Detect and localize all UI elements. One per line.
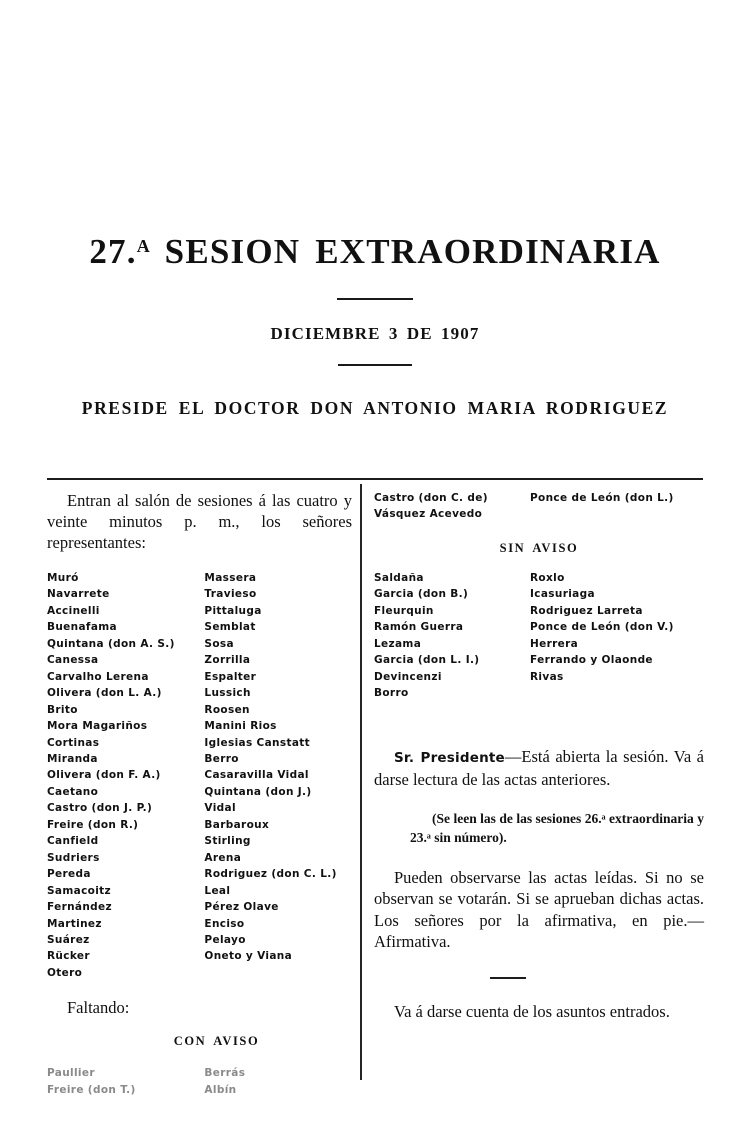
list-item: Castro (don J. P.): [47, 802, 153, 815]
intro-paragraph: Entran al salón de sesiones á las cuatro y veinte minutos p. m., los señores representantes:: [47, 491, 352, 552]
list-item: Rivas: [530, 670, 564, 683]
list-item: Ferrando y Olaonde: [530, 654, 653, 667]
list-item: Manini Rios: [204, 720, 277, 733]
list-item: Accinelli: [47, 604, 100, 617]
list-item: Vásquez Acevedo: [374, 508, 483, 521]
list-item: Rodriguez Larreta: [530, 604, 643, 617]
list-item: Rücker: [47, 950, 90, 963]
left-column: [47, 490, 352, 1098]
list-item: Martinez: [47, 917, 102, 930]
con-aviso-column-1: [47, 1065, 204, 1098]
list-item: Suárez: [47, 933, 90, 946]
sin-aviso-heading: SIN AVISO: [499, 540, 579, 555]
sin-aviso-column-1: [374, 570, 530, 702]
right-column: [374, 490, 704, 1022]
late-arrivals-column-2: [530, 490, 700, 523]
late-arrivals-column-1: [374, 490, 530, 523]
list-item: Devincenzi: [374, 670, 442, 683]
list-item: Zorrilla: [204, 654, 251, 667]
list-item: Leal: [204, 884, 231, 897]
list-item: Canfield: [47, 835, 99, 848]
session-ordinal-suffix: A: [136, 235, 150, 256]
sin-aviso-column-2: [530, 570, 700, 702]
header-separator-rule: [47, 478, 703, 480]
list-item: Massera: [204, 572, 257, 584]
list-item: Ramón Guerra: [374, 621, 464, 634]
list-item: Mora Magariños: [47, 720, 148, 733]
list-item: Roosen: [204, 703, 250, 716]
list-item: Herrera: [530, 637, 579, 650]
attendees-column-1: [47, 570, 204, 981]
page-title: [0, 232, 750, 272]
list-item: Buenafama: [47, 621, 117, 634]
list-item: Muró: [47, 572, 79, 584]
list-item: Ponce de León (don L.): [530, 492, 674, 504]
list-item: Lezama: [374, 637, 422, 650]
list-item: Travieso: [204, 588, 257, 601]
con-aviso-column-2: [204, 1065, 352, 1098]
list-item: Enciso: [204, 917, 245, 930]
list-item: Canessa: [47, 654, 99, 667]
attendees-column-2: [204, 570, 352, 981]
speech-text: —Está abierta la sesión. Va á darse lectura de las actas anteriores.: [374, 746, 704, 790]
session-title-text: SESION EXTRAORDINARIA: [164, 232, 661, 271]
list-item: Quintana (don J.): [204, 785, 312, 798]
list-item: Miranda: [47, 752, 98, 765]
stage-direction: (Se leen las de las sesiones 26.ᵃ extraordinaria y 23.ᵃ sin número).: [410, 810, 704, 845]
section-divider-rule: [490, 977, 526, 979]
divider-rule-second: [338, 364, 412, 366]
list-item: Cortinas: [47, 736, 100, 749]
speech-paragraph-1: [374, 746, 704, 791]
list-item: Brito: [47, 703, 78, 716]
speaker-label: Sr. Presidente: [394, 749, 505, 766]
list-item: Pereda: [47, 868, 91, 881]
list-item: Garcia (don B.): [374, 588, 469, 601]
list-item: Iglesias Canstatt: [204, 736, 311, 749]
list-item: Olivera (don L. A.): [47, 687, 162, 700]
list-item: Sosa: [204, 637, 234, 650]
list-item: Icasuriaga: [530, 588, 595, 601]
list-item: Otero: [47, 966, 83, 979]
list-item: Quintana (don A. S.): [47, 637, 175, 650]
list-item: Paullier: [47, 1067, 95, 1080]
list-item: Stirling: [204, 835, 251, 848]
masthead: [0, 232, 750, 419]
list-item: Pelayo: [204, 933, 246, 946]
list-item: Vidal: [204, 802, 236, 815]
list-item: Garcia (don L. I.): [374, 654, 480, 667]
list-item: Berro: [204, 752, 239, 765]
list-item: Lussich: [204, 687, 251, 700]
list-item: Albín: [204, 1083, 237, 1096]
list-item: Navarrete: [47, 588, 110, 601]
list-item: Berrás: [204, 1067, 246, 1080]
session-number: 27.: [89, 232, 137, 271]
list-item: Castro (don C. de): [374, 492, 488, 504]
list-item: Espalter: [204, 670, 257, 683]
speech-paragraph-3: Va á darse cuenta de los asuntos entrados.: [394, 1001, 670, 1021]
late-arrivals-list: [374, 490, 704, 523]
list-item: Barbaroux: [204, 818, 270, 831]
list-item: Fleurquin: [374, 604, 434, 617]
list-item: Roxlo: [530, 571, 565, 584]
attendees-list: [47, 570, 352, 981]
list-item: Freire (don T.): [47, 1083, 136, 1096]
list-item: Carvalho Lerena: [47, 670, 149, 683]
presiding-officer: PRESIDE EL DOCTOR DON ANTONIO MARIA RODRIGUEZ: [81, 398, 669, 418]
absentees-label: Faltando:: [67, 998, 130, 1018]
con-aviso-list: [47, 1065, 352, 1098]
list-item: Caetano: [47, 785, 99, 798]
list-item: Samacoitz: [47, 884, 111, 897]
list-item: Ponce de León (don V.): [530, 621, 674, 634]
list-item: Saldaña: [374, 571, 424, 584]
list-item: Semblat: [204, 621, 256, 634]
con-aviso-heading: CON AVISO: [173, 1034, 260, 1049]
session-date: DICIEMBRE 3 DE 1907: [270, 324, 480, 343]
list-item: Freire (don R.): [47, 818, 139, 831]
list-item: Fernández: [47, 901, 112, 914]
speech-paragraph-2: Pueden observarse las actas leídas. Si no se observan se votarán. Si se aprueban dichas actas. Los señores por la afirmativa, en pie.—Afirmativa.: [374, 867, 704, 952]
divider-rule-top: [337, 298, 413, 300]
list-item: Borro: [374, 687, 409, 700]
sin-aviso-list: [374, 570, 704, 702]
list-item: Casaravilla Vidal: [204, 769, 309, 782]
list-item: Pérez Olave: [204, 901, 279, 914]
list-item: Arena: [204, 851, 242, 864]
list-item: Oneto y Viana: [204, 950, 293, 963]
list-item: Sudriers: [47, 851, 100, 864]
list-item: Rodriguez (don C. L.): [204, 868, 337, 881]
list-item: Olivera (don F. A.): [47, 769, 161, 782]
column-divider: [360, 484, 362, 1080]
list-item: Pittaluga: [204, 604, 262, 617]
